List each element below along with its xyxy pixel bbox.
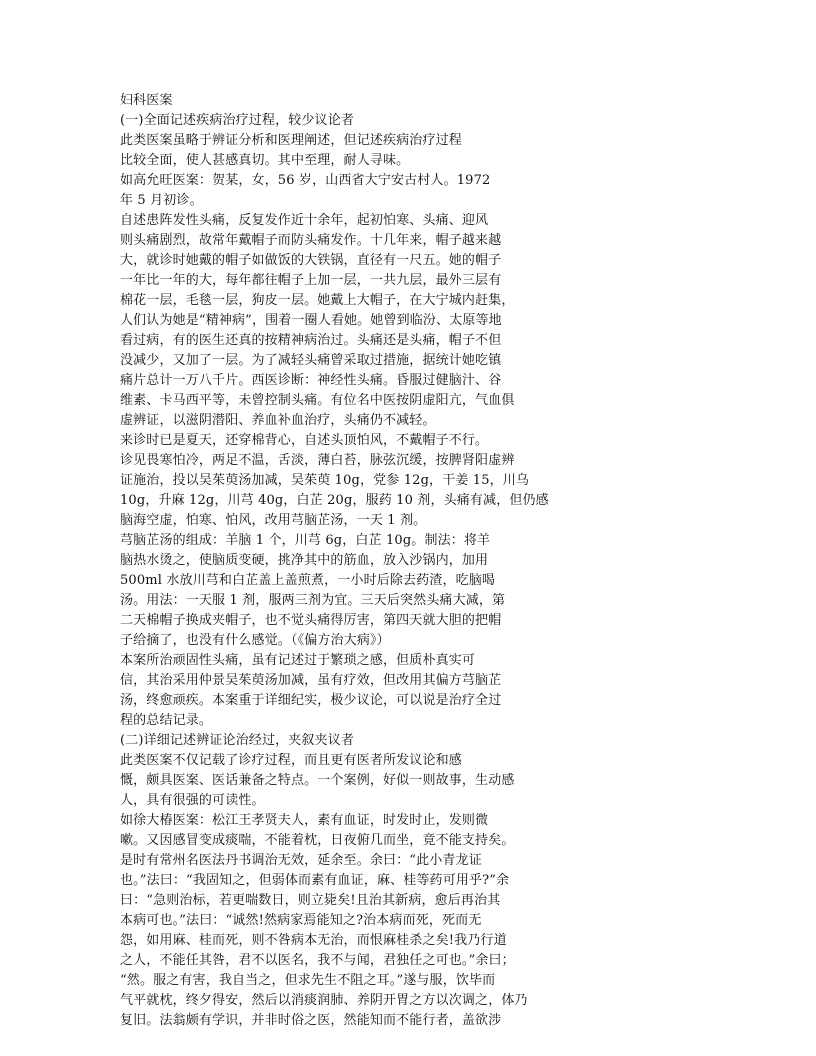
text-line: 曰：“急则治标，若更喘数日，则立毙矣!且治其新病，愈后再治其 — [120, 893, 501, 908]
text-line: 自述患阵发性头痛，反复发作近十余年，起初怕寒、头痛、迎风 — [120, 213, 489, 228]
text-line: 慨，颇具医案、医话兼备之特点。一个案例，好似一则故事，生动感 — [120, 773, 515, 788]
text-line: 人，具有很强的可读性。 — [120, 793, 265, 808]
text-line: 维素、卡马西平等，未曾控制头痛。有位名中医按阴虚阳亢，气血俱 — [120, 393, 515, 408]
text-line: 是时有常州名医法丹书调治无效，延余至。余曰：“此小青龙证 — [120, 853, 482, 868]
text-line: 则头痛剧烈，故常年戴帽子而防头痛发作。十几年来，帽子越来越 — [120, 233, 502, 248]
text-line: 嗽。又因感冒变成痰喘，不能着枕，日夜俯几而坐，竟不能支持矣。 — [120, 833, 515, 848]
text-line: 年 5 月初诊。 — [120, 193, 203, 208]
text-line: 芎脑芷汤的组成：羊脑 1 个，川芎 6g，白芷 10g。制法：将羊 — [120, 533, 491, 548]
text-line: “然。服之有害，我自当之，但求先生不阻之耳。”遂与服，饮毕而 — [120, 973, 496, 988]
text-line: 来诊时已是夏天，还穿棉背心，自述头顶怕风，不戴帽子不行。 — [120, 433, 489, 448]
text-line: 子给摘了，也没有什么感觉。（《偏方治大病》） — [120, 633, 390, 648]
text-line: 二天棉帽子换成夹帽子，也不觉头痛得厉害，第四天就大胆的把帽 — [120, 613, 502, 628]
text-line: 证施治，投以吴茱萸汤加减，吴茱萸 10g，党参 12g，干姜 15，川乌 — [120, 473, 530, 488]
text-line: 汤。用法：一天服 1 剂，服两三剂为宜。三天后突然头痛大减，第 — [120, 593, 506, 608]
text-line: 大，就诊时她戴的帽子如做饭的大铁锅，直径有一尺五。她的帽子 — [120, 253, 502, 268]
text-line: 本病可也。”法曰：“诚然!然病家焉能知之?治本病而死，死而无 — [120, 913, 482, 928]
text-line: 此类医案虽略于辨证分析和医理阐述，但记述疾病治疗过程 — [120, 133, 462, 148]
text-line: 如高允旺医案：贺某，女，56 岁，山西省大宁安古村人。1972 — [120, 173, 491, 188]
section-heading: (一)全面记述疾病治疗过程，较少议论者 — [120, 113, 354, 128]
text-line: 复旧。法翁颇有学识，并非时俗之医，然能知而不能行者，盖欲涉 — [120, 1013, 502, 1028]
document-title: 妇科医案 — [120, 93, 173, 108]
text-line: 程的总结记录。 — [120, 713, 213, 728]
text-line: 脑海空虚，怕寒、怕风，改用芎脑芷汤，一天 1 剂。 — [120, 513, 427, 528]
text-line: 没减少，又加了一层。为了减轻头痛曾采取过措施，据统计她吃镇 — [120, 353, 502, 368]
text-line: 痛片总计一万八千片。西医诊断：神经性头痛。昏服过健脑汁、谷 — [120, 373, 502, 388]
text-line: 棉花一层，毛毯一层，狗皮一层。她戴上大帽子，在大宁城内赶集， — [120, 293, 515, 308]
text-line: 500ml 水放川芎和白芷盖上盖煎煮，一小时后除去药渣，吃脑喝 — [120, 573, 496, 588]
text-line: 也。”法曰：“我固知之，但弱体而素有血证，麻、桂等药可用乎?”余 — [120, 873, 510, 888]
text-line: 信，其治采用仲景吴茱萸汤加减，虽有疗效，但改用其偏方芎脑芷 — [120, 673, 502, 688]
text-line: 如徐大椿医案：松江王孝贤夫人，素有血证，时发时止，发则微 — [120, 813, 489, 828]
section-heading: (二)详细记述辨证论治经过，夹叙夹议者 — [120, 733, 354, 748]
text-line: 10g，升麻 12g，川芎 40g，白芷 20g，服药 10 剂，头痛有减，但仍感 — [120, 493, 549, 508]
text-line: 此类医案不仅记载了诊疗过程，而且更有医者所发议论和感 — [120, 753, 462, 768]
text-line: 本案所治顽固性头痛，虽有记述过于繁琐之感，但质朴真实可 — [120, 653, 476, 668]
text-line: 虚辨证，以滋阴潜阳、养血补血治疗，头痛仍不减轻。 — [120, 413, 436, 428]
text-line: 怨，如用麻、桂而死，则不咎病本无治，而恨麻桂杀之矣!我乃行道 — [120, 933, 507, 948]
text-line: 比较全面，使人甚感真切。其中至理，耐人寻味。 — [120, 153, 410, 168]
text-line: 看过病，有的医生还真的按精神病治过。头痛还是头痛，帽子不但 — [120, 333, 502, 348]
text-line: 一年比一年的大，每年都往帽子上加一层，一共九层，最外三层有 — [120, 273, 502, 288]
text-line: 汤，终愈顽疾。本案重于详细纪实，极少议论，可以说是治疗全过 — [120, 693, 502, 708]
text-line: 气平就枕，终夕得安，然后以消痰润肺、养阴开胃之方以次调之，体乃 — [120, 993, 528, 1008]
text-line: 脑热水烫之，使脑质变硬，挑净其中的筋血，放入沙锅内，加用 — [120, 553, 489, 568]
text-line: 人们认为她是“精神病”，围着一圈人看她。她曾到临汾、太原等地 — [120, 313, 502, 328]
text-line: 诊见畏寒怕冷，两足不温，舌淡，薄白苔，脉弦沉缓，按脾肾阳虚辨 — [120, 453, 515, 468]
text-line: 之人，不能任其咎，君不以医名，我不与闻，君独任之可也。”余曰； — [120, 953, 515, 968]
